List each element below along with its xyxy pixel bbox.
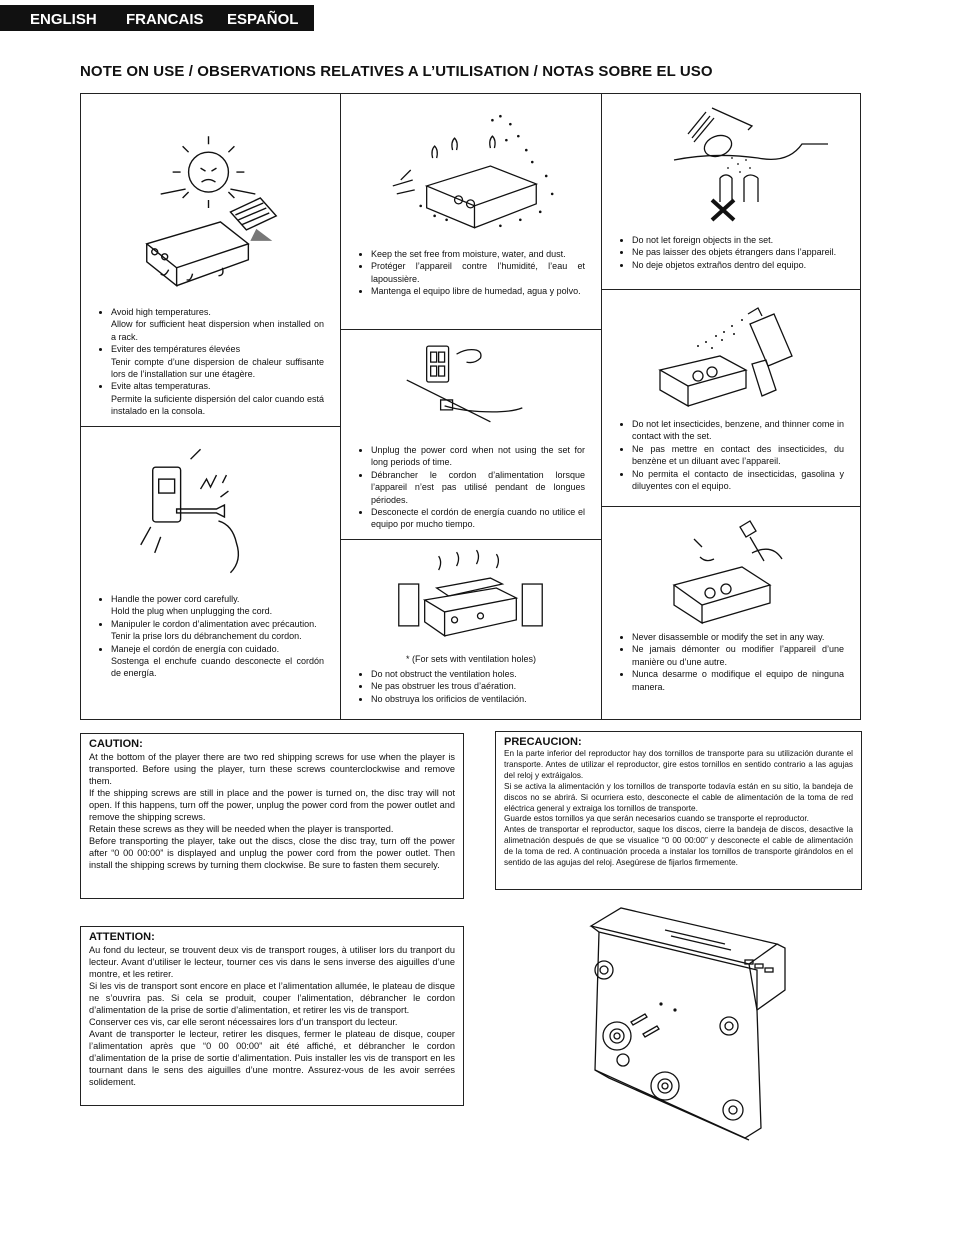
list-item: • No deje objetos extraños dentro del equipo. (632, 259, 852, 271)
list-item: • Maneje el cordón de energía con cuidado. Sostenga el enchufe cuando desconecte el cordón de energía. (111, 643, 340, 680)
list-item: • Do not obstruct the ventilation holes. (371, 668, 543, 680)
list-item: • Nunca desarme o modifique el equipo de ninguna manera. (632, 668, 860, 693)
note-ventilation (341, 540, 602, 719)
note-insecticides (602, 290, 860, 507)
list-item: • Handle the power cord carefully. Hold the plug when unplugging the cord. (111, 593, 340, 618)
list-item: • Never disassemble or modify the set in any way. (632, 631, 860, 643)
list-item: • Do not let foreign objects in the set. (632, 234, 852, 246)
list-item: • Mantenga el equipo libre de humedad, agua y polvo. (371, 285, 601, 297)
note-temperature (81, 94, 341, 427)
notes-grid (80, 93, 861, 720)
player-bottom-view-icon (585, 900, 870, 1145)
precaucion-paragraph: En la parte inferior del reproductor hay dos tornillos de transporte para su utilización durante el transporte. Antes de utilizar el reproductor, gire estos tornillos en sentido contrario a las agujas del reloj y extráigalos. (504, 749, 853, 780)
list-item: • Avoid high temperatures. Allow for sufficient heat dispersion when installed on a rack. (111, 306, 340, 343)
note-disassemble (602, 507, 860, 719)
list-item: • Keep the set free from moisture, water, and dust. (371, 248, 601, 260)
note-power-cord (81, 427, 341, 719)
list-item: • Ne pas laisser des objets étrangers dans l’appareil. (632, 246, 852, 258)
precaucion-heading: PRECAUCION: (504, 736, 582, 748)
disassemble-list (602, 631, 860, 693)
covered-vents-illustration-icon (341, 540, 601, 645)
insecticides-list (602, 418, 860, 492)
list-item: • No obstruya los orificios de ventilación. (371, 693, 543, 705)
list-item: • Do not let insecticides, benzene, and thinner come in contact with the set. (632, 418, 860, 443)
list-item: • Evite altas temperaturas. Permite la suficiente dispersión del calor cuando está instalado en la consola. (111, 380, 340, 417)
foreign-objects-illustration-icon (602, 94, 860, 229)
list-item: • Eviter des températures élevées Tenir compte d’une dispersion de chaleur suffisante lors de l’installation sur une étagère. (111, 343, 340, 380)
moisture-list (341, 248, 601, 298)
attention-paragraph: Si les vis de transport sont encore en place et l’alimentation allumée, le plateau de disque ne s’ouvrira pas. Si cela se produit, couper l’alimentation, débrancher le cordon d’alimentation de la prise de sortie d’alimentation, et retirer les vis de transport. (89, 981, 455, 1015)
foreign-objects-list (602, 234, 852, 271)
list-item: • Ne jamais démonter ou modifier l’appareil d’une manière ou d’une autre. (632, 643, 860, 668)
temperature-list (81, 306, 340, 418)
list-item: • Unplug the power cord when not using the set for long periods of time. (371, 444, 601, 469)
unplugged-cord-illustration-icon (341, 330, 601, 440)
attention-paragraph: Conserver ces vis, car elle seront nécessaires lors d’un transport du lecteur. (89, 1017, 398, 1027)
list-item: • Débrancher le cordon d’alimentation lorsque l’appareil n’est pas utilisé pendant de longues périodes. (371, 469, 601, 506)
spray-can-illustration-icon (602, 290, 860, 415)
caution-paragraph: Retain these screws as they will be needed when the player is transported. (89, 824, 394, 834)
list-item: • Ne pas mettre en contact des insecticides, du benzène et un diluant avec l’appareil. (632, 443, 860, 468)
list-item: • No permita el contacto de insecticidas, gasolina y diluyentes con el equipo. (632, 468, 860, 493)
note-unplug (341, 330, 602, 540)
power-cord-list (81, 593, 340, 680)
attention-heading: ATTENTION: (89, 931, 155, 943)
language-english: ENGLISH (30, 11, 97, 28)
language-bar (0, 5, 314, 31)
precaucion-box (495, 731, 862, 890)
list-item: • Ne pas obstruer les trous d’aération. (371, 680, 543, 692)
caution-paragraph: Before transporting the player, take out the discs, close the disc tray, turn off the power after “0 00 00:00” is displayed and unplug the power cord from the power outlet. Then install the shipping screws by turning them clockwise. Be sure to fasten them securely. (89, 836, 455, 870)
screwdriver-illustration-icon (602, 507, 860, 632)
attention-paragraph: Au fond du lecteur, se trouvent deux vis de transport rouges, à utiliser lors du tranport du lecteur. Avant d’utiliser le lecteur, tourner ces vis dans le sens inverse des aiguilles d’une montre, et les retirer. (89, 945, 455, 979)
precaucion-paragraph: Si se activa la alimentación y los tornillos de transporte todavía están en su sitio, la bandeja de discos no se abrirá. Si ocurriera esto, desconecte el cable de alimentación de la toma de red eléctrica general y extraiga los tornillos de transporte. (504, 781, 853, 813)
ventilation-list (341, 668, 543, 705)
ventilation-note: * (For sets with ventilation holes) (405, 654, 537, 664)
precaucion-paragraph: Guarde estos tornillos ya que serán necesarios cuando se transporte el reproductor. (504, 814, 809, 824)
precaucion-paragraph: Antes de transportar el reproductor, saque los discos, cierre la bandeja de discos, desactive la alimetnación después de que se visualice “0 00 00:00” y desconecte el cable de alimentación de la toma de red. A continuación proceda a instalar los tornillos de transporte girándolos en el sentido de las agujas del reloj. Asegúrese de fijarlos firmemente. (504, 825, 853, 868)
sun-heater-illustration-icon (81, 94, 340, 304)
caution-paragraph: If the shipping screws are still in place and the power is turned on, the disc tray will not open. If this happens, turn off the power, unplug the power cord from the power outlet and remove the shipping screws. (89, 788, 455, 822)
page-title: NOTE ON USE / OBSERVATIONS RELATIVES A L’UTILISATION / NOTAS SOBRE EL USO (80, 63, 713, 80)
caution-box (80, 733, 464, 899)
water-dust-illustration-icon (341, 94, 601, 244)
language-espanol: ESPAÑOL (227, 11, 299, 28)
attention-paragraph: Avant de transporter le lecteur, retirer les disques, fermer le plateau de disque, couper l’alimentation après que “0 00 00:00” ait été affiché, et débrancher le cordon d’alimentation de la prise de sortie d’alimentation. Puis installer les vis de transport en les tournant dans le sens des aiguilles d’une montre. Assurez-vous de les avoir serrées solidement. (89, 1029, 455, 1087)
list-item: • Manipuler le cordon d’alimentation avec précaution. Tenir la prise lors du débranchement du cordon. (111, 618, 340, 643)
caution-paragraph: At the bottom of the player there are two red shipping screws for use when the player is transported. Before using the player, turn these screws counterclockwise and remove them. (89, 752, 455, 786)
note-foreign-objects (602, 94, 860, 290)
list-item: • Protéger l’appareil contre l’humidité, l’eau et lapoussière. (371, 260, 601, 285)
language-francais: FRANCAIS (126, 11, 204, 28)
note-moisture (341, 94, 602, 330)
unplug-list (341, 444, 601, 531)
list-item: • Desconecte el cordón de energía cuando no utilice el equipo por mucho tiempo. (371, 506, 601, 531)
attention-box (80, 926, 464, 1106)
caution-heading: CAUTION: (89, 738, 143, 750)
plug-hand-illustration-icon (81, 427, 340, 587)
